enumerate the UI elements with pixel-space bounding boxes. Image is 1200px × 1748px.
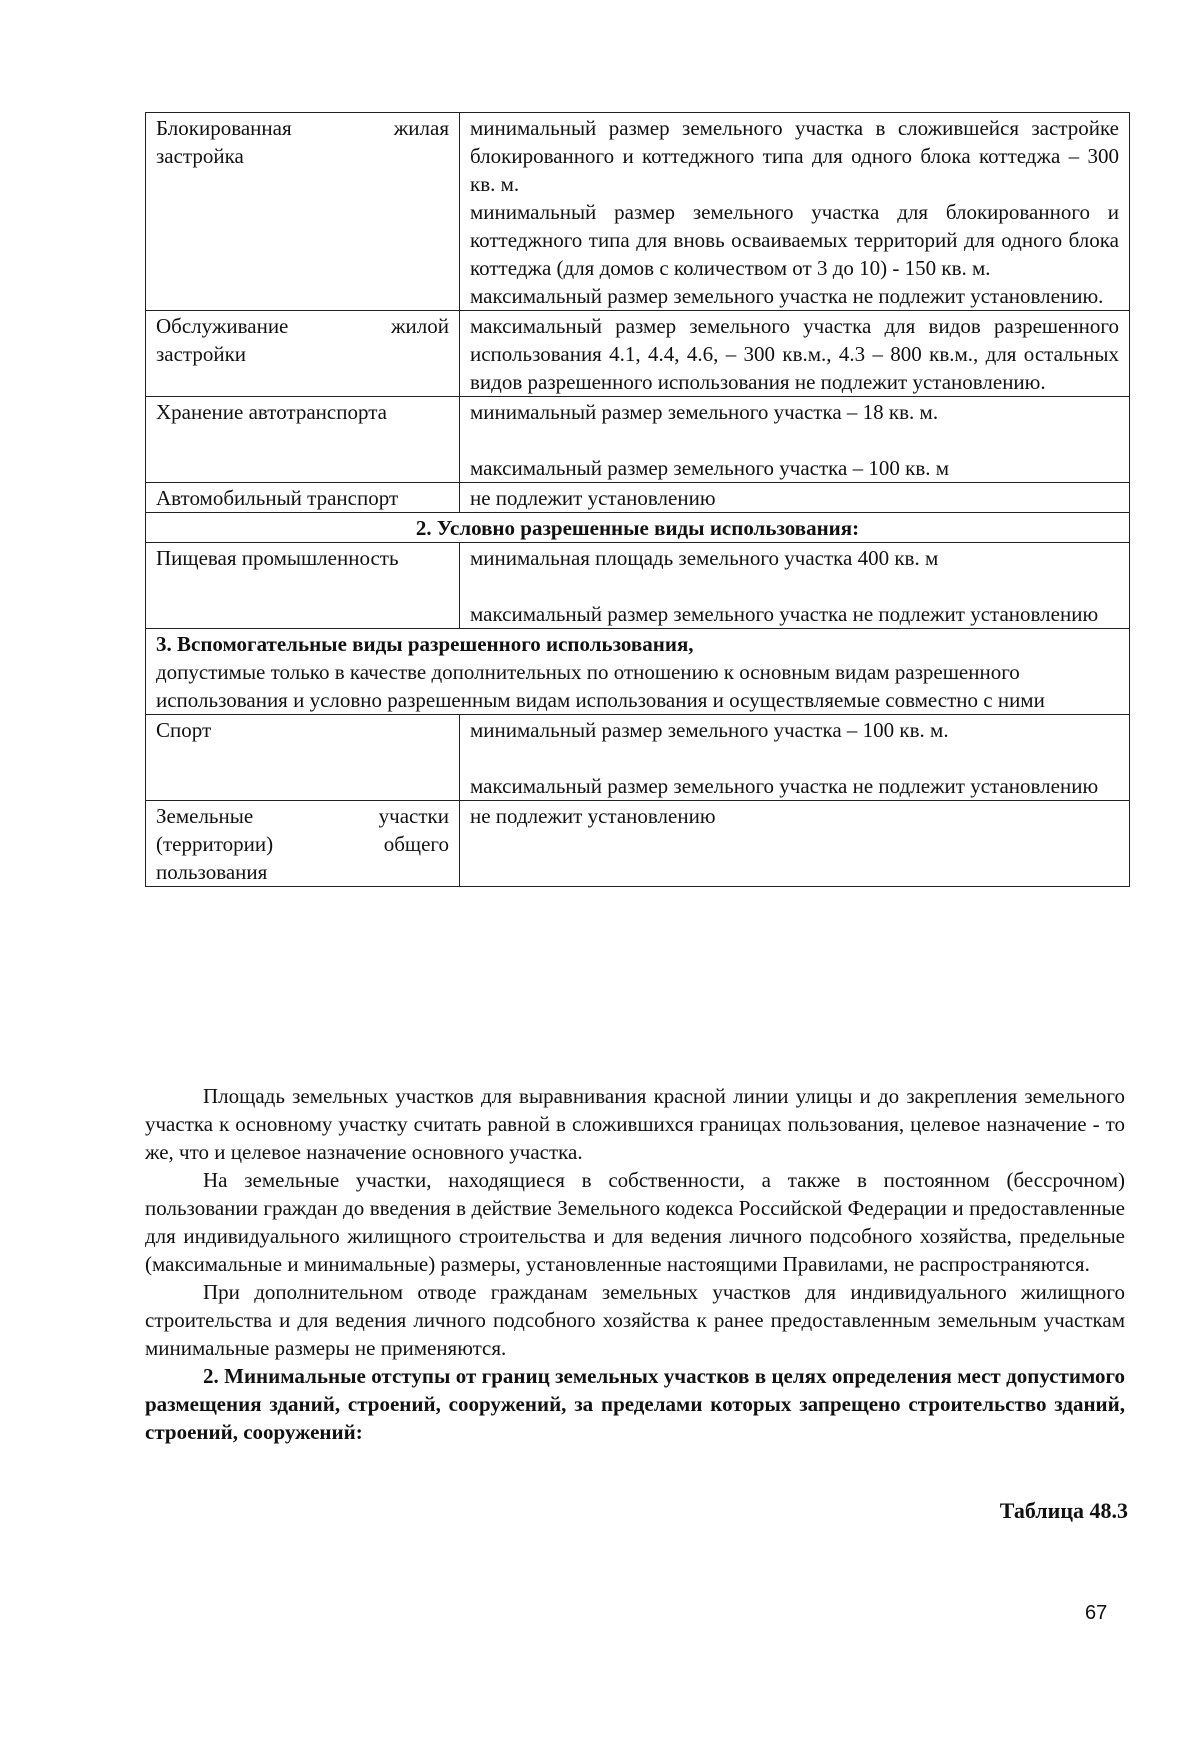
use-type-name: застройки: [156, 342, 247, 366]
section-row: [146, 513, 1130, 543]
parameter-text: максимальный размер земельного участка – 100 кв. м: [470, 456, 950, 480]
use-type-cell: [146, 715, 460, 801]
use-type-cell: [146, 113, 460, 311]
section-heading: 3. Вспомогательные виды разрешенного использования,: [156, 632, 694, 656]
body-text: [145, 1082, 1125, 1446]
table-caption: Таблица 48.3: [999, 1498, 1128, 1523]
parameter-text: минимальная площадь земельного участка 400 кв. м: [470, 546, 939, 570]
paragraph: На земельные участки, находящиеся в собственности, а также в постоянном (бессрочном) пользовании граждан до введения в действие Земельного кодекса Российской Федерации и предоставленные для индивидуального жилищного строительства и для ведения личного подсобного хозяйства, предельные (максимальные и минимальные) размеры, установленные настоящими Правилами, не распространяются.: [145, 1168, 1125, 1276]
table-row: [146, 311, 1130, 397]
parameter-text: максимальный размер земельного участка не подлежит установлению: [470, 602, 1099, 626]
use-type-cell: [146, 543, 460, 629]
use-type-name: участки: [378, 804, 449, 828]
use-type-cell: [146, 311, 460, 397]
parameter-text: не подлежит установлению: [470, 804, 716, 828]
use-type-name: (территории): [156, 832, 274, 856]
use-type-name: Пищевая промышленность: [156, 546, 399, 570]
table-row: [146, 801, 1130, 887]
parameter-text: минимальный размер земельного участка в сложившейся застройке блокированного и коттеджного типа для одного блока коттеджа – 300 кв. м.: [470, 116, 1119, 196]
parameter-text: минимальный размер земельного участка – 18 кв. м.: [470, 400, 939, 424]
parameter-text: максимальный размер земельного участка для видов разрешенного использования 4.1, 4.4, 4.6, – 300 кв.м., 4.3 – 800 кв.м., для остальных видов разрешенного использования не подлежит установлению.: [470, 314, 1119, 394]
use-type-name: Хранение автотранспорта: [156, 400, 387, 424]
parameter-text: минимальный размер земельного участка для блокированного и коттеджного типа для вновь осваиваемых территорий для одного блока коттеджа (для домов с количеством от 3 до 10) - 150 кв. м.: [470, 200, 1119, 280]
table-row: [146, 113, 1130, 311]
table-row: [146, 715, 1130, 801]
table-row: [146, 543, 1130, 629]
page-number: 67: [1085, 1602, 1108, 1624]
parameter-text: максимальный размер земельного участка не подлежит установлению.: [470, 284, 1104, 308]
parameter-text: максимальный размер земельного участка не подлежит установлению: [470, 774, 1099, 798]
parameters-cell: [460, 543, 1130, 629]
parameter-text: минимальный размер земельного участка – 100 кв. м.: [470, 718, 949, 742]
section-block: [146, 629, 1130, 715]
use-type-name: Автомобильный транспорт: [156, 486, 399, 510]
use-type-cell: [146, 801, 460, 887]
parameters-cell: [460, 801, 1130, 887]
use-type-name: жилой: [391, 314, 449, 338]
section-description: допустимые только в качестве дополнительных по отношению к основным видам разрешенного использования и условно разрешенным видам использования и осуществляемые совместно с ними: [156, 660, 1045, 712]
land-use-table: [145, 112, 1130, 887]
paragraph: Площадь земельных участков для выравнивания красной линии улицы и до закрепления земельного участка к основному участку считать равной в сложившихся границах пользования, целевое назначение - то же, что и целевое назначение основного участка.: [145, 1084, 1125, 1164]
parameters-cell: [460, 113, 1130, 311]
parameters-cell: [460, 397, 1130, 483]
use-type-name: общего: [383, 832, 449, 856]
parameters-cell: [460, 311, 1130, 397]
paragraph: При дополнительном отводе гражданам земельных участков для индивидуального жилищного строительства и для ведения личного подсобного хозяйства к ранее предоставленным земельным участкам минимальные размеры не применяются.: [145, 1280, 1125, 1360]
use-type-name: Спорт: [156, 718, 212, 742]
use-type-name: пользования: [156, 860, 268, 884]
use-type-name: Земельные: [156, 804, 254, 828]
section-heading: 2. Условно разрешенные виды использования:: [146, 513, 1130, 543]
use-type-name: Обслуживание: [156, 314, 289, 338]
section-row: [146, 629, 1130, 715]
parameter-text: не подлежит установлению: [470, 486, 716, 510]
parameters-cell: [460, 483, 1130, 513]
use-type-cell: [146, 397, 460, 483]
table-row: [146, 397, 1130, 483]
use-type-name: застройка: [156, 144, 244, 168]
use-type-name: Блокированная: [156, 116, 292, 140]
use-type-cell: [146, 483, 460, 513]
table-row: [146, 483, 1130, 513]
use-type-name: жилая: [393, 116, 449, 140]
parameters-cell: [460, 715, 1130, 801]
section-heading-2: 2. Минимальные отступы от границ земельных участков в целях определения мест допустимого размещения зданий, строений, сооружений, за пределами которых запрещено строительство зданий, строений, сооружений:: [145, 1364, 1125, 1444]
